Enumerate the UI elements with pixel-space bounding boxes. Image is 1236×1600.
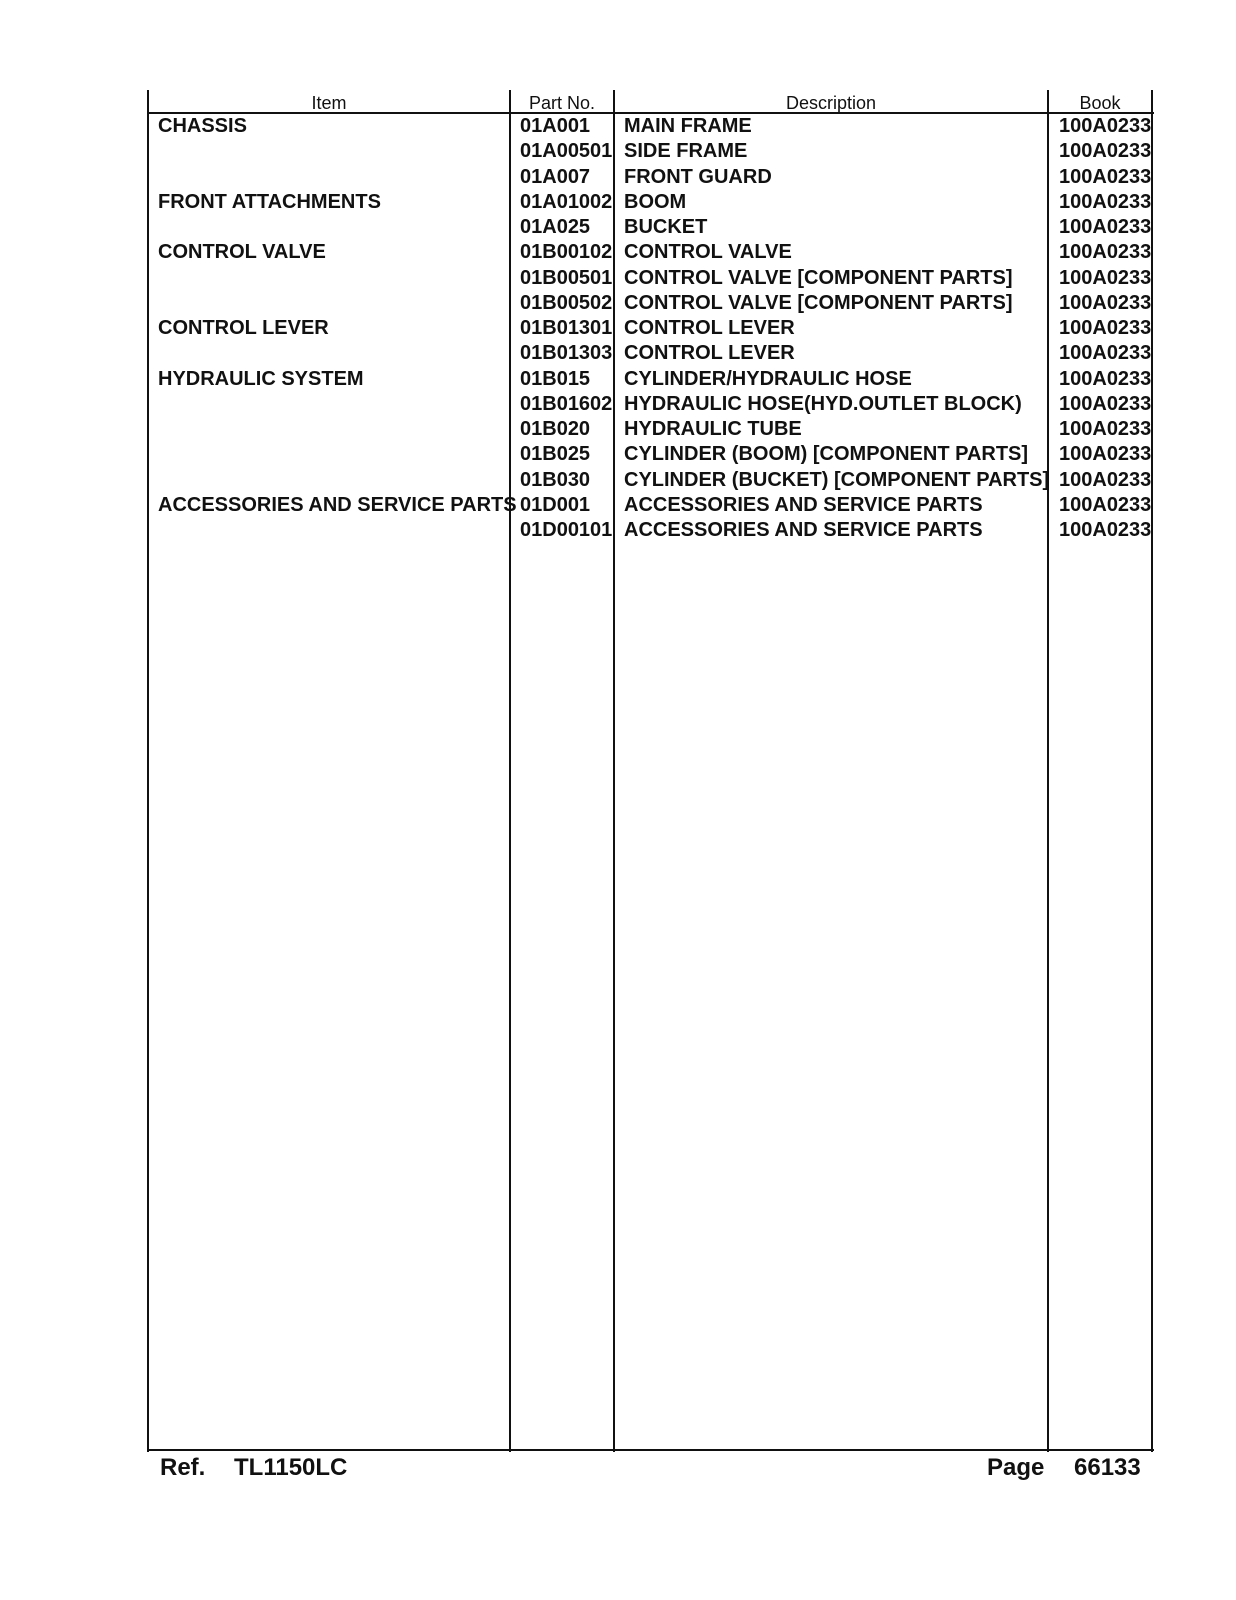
table-row [0,266,1236,291]
cell-description: BOOM [624,190,687,213]
table-row [0,139,1236,164]
cell-item: FRONT ATTACHMENTS [158,190,381,213]
cell-description: CYLINDER (BUCKET) [COMPONENT PARTS] [624,468,1050,491]
cell-description: CONTROL VALVE [COMPONENT PARTS] [624,266,1013,289]
cell-book: 100A0233 [1059,165,1152,188]
footer-ref-label: Ref. [160,1454,206,1481]
cell-book: 100A0233 [1059,392,1152,415]
cell-description: HYDRAULIC HOSE(HYD.OUTLET BLOCK) [624,392,1022,415]
cell-part-no: 01A001 [520,115,591,137]
cell-description: CONTROL VALVE [624,241,792,264]
table-row [0,417,1236,442]
table-row [0,392,1236,417]
footer-page-label: Page [987,1454,1045,1481]
cell-description: CONTROL VALVE [COMPONENT PARTS] [624,291,1013,314]
cell-book: 100A0233 [1059,115,1152,137]
cell-part-no: 01B00501 [520,266,613,289]
cell-description: ACCESSORIES AND SERVICE PARTS [624,493,983,516]
cell-book: 100A0233 [1059,418,1152,440]
cell-part-no: 01B01303 [520,342,613,365]
cell-part-no: 01B020 [520,418,591,440]
cell-part-no: 01B00502 [520,291,613,314]
table-row [0,316,1236,341]
cell-item: HYDRAULIC SYSTEM [158,367,364,390]
table-row [0,367,1236,392]
cell-part-no: 01B01301 [520,317,613,339]
column-header-description: Description [785,93,877,113]
table-row [0,240,1236,265]
cell-book: 100A0233 [1059,216,1152,238]
cell-part-no: 01B00102 [520,241,613,264]
footer-model: TL1150LC [234,1454,348,1481]
cell-description: SIDE FRAME [624,140,748,163]
column-header-part-no: Part No. [528,93,596,113]
cell-book: 100A0233 [1059,443,1152,466]
cell-description: ACCESSORIES AND SERVICE PARTS [624,519,983,541]
table-row [0,518,1236,543]
cell-book: 100A0233 [1059,291,1152,314]
cell-description: BUCKET [624,216,708,238]
cell-part-no: 01D00101 [520,519,613,541]
cell-book: 100A0233 [1059,468,1152,491]
cell-part-no: 01D001 [520,493,591,516]
table-row [0,190,1236,215]
footer-page-number: 66133 [1074,1454,1141,1481]
cell-book: 100A0233 [1059,266,1152,289]
table-row [0,468,1236,493]
cell-book: 100A0233 [1059,493,1152,516]
cell-item: CHASSIS [158,115,247,137]
cell-description: CYLINDER/HYDRAULIC HOSE [624,367,912,390]
cell-book: 100A0233 [1059,367,1152,390]
cell-description: FRONT GUARD [624,165,772,188]
cell-book: 100A0233 [1059,241,1152,264]
cell-item: CONTROL VALVE [158,241,326,264]
table-row [0,442,1236,467]
cell-part-no: 01A025 [520,216,591,238]
cell-book: 100A0233 [1059,140,1152,163]
table-row [0,341,1236,366]
table-row [0,114,1236,139]
cell-book: 100A0233 [1059,342,1152,365]
cell-part-no: 01A01002 [520,190,613,213]
cell-book: 100A0233 [1059,519,1152,541]
column-header-book: Book [1079,93,1121,113]
cell-description: CYLINDER (BOOM) [COMPONENT PARTS] [624,443,1029,466]
cell-part-no: 01A007 [520,165,591,188]
cell-part-no: 01B030 [520,468,591,491]
column-header-item: Item [311,93,347,113]
cell-part-no: 01B015 [520,367,591,390]
cell-part-no: 01B025 [520,443,591,466]
cell-item: CONTROL LEVER [158,317,329,339]
table-row [0,291,1236,316]
table-row [0,165,1236,190]
cell-part-no: 01B01602 [520,392,613,415]
cell-book: 100A0233 [1059,317,1152,339]
table-row [0,215,1236,240]
cell-description: HYDRAULIC TUBE [624,418,802,440]
cell-part-no: 01A00501 [520,140,613,163]
cell-description: MAIN FRAME [624,115,752,137]
cell-book: 100A0233 [1059,190,1152,213]
cell-description: CONTROL LEVER [624,342,795,365]
table-bottom-line [148,1449,1154,1451]
table-row [0,493,1236,518]
cell-description: CONTROL LEVER [624,317,795,339]
cell-item: ACCESSORIES AND SERVICE PARTS [158,493,517,516]
